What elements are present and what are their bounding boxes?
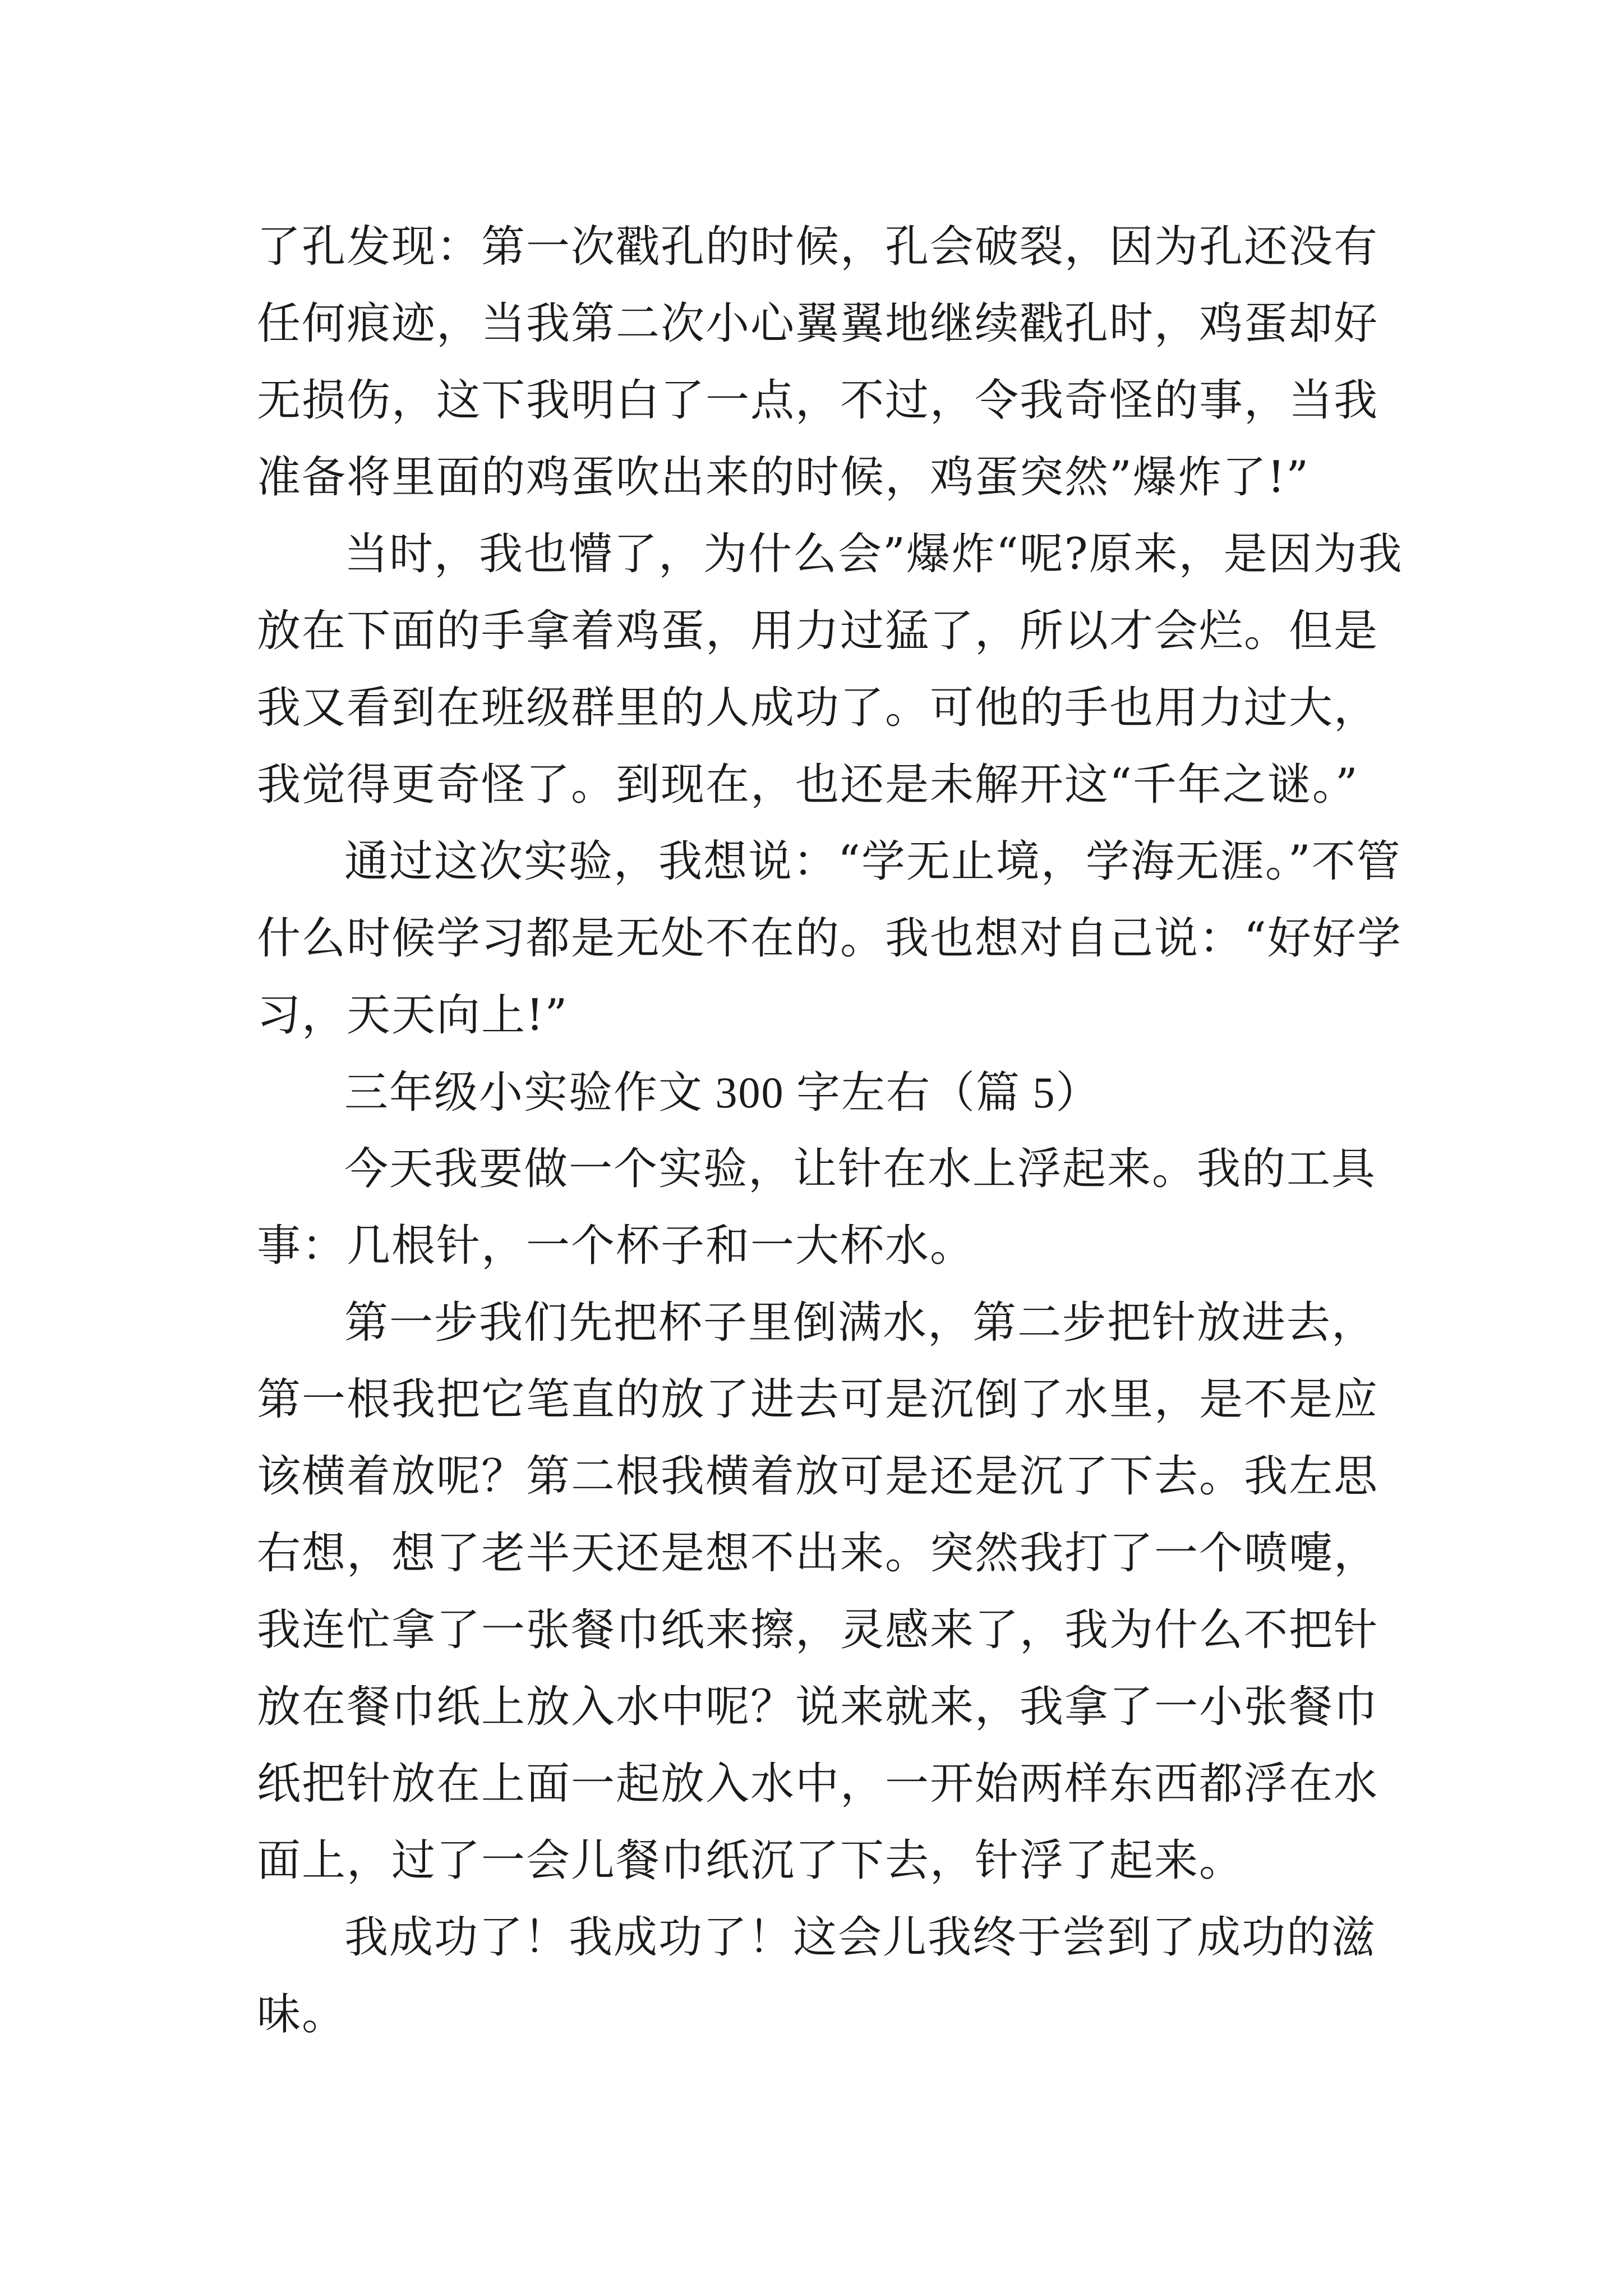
article-body [257,209,1412,2053]
paragraph-continuation: 了孔发现：第一次戳孔的时候，孔会破裂，因为孔还没有任何痕迹，当我第二次小心翼翼地继续戳孔时，鸡蛋却好无损伤，这下我明白了一点，不过，令我奇怪的事，当我准备将里面的鸡蛋吹出来的时候，鸡蛋突然”爆炸了!” [257,222,1379,503]
paragraph-body: 今天我要做一个实验，让针在水上浮起来。我的工具事：几根针，一个杯子和一大杯水。 [257,1144,1377,1271]
paragraph-body: 当时，我也懵了，为什么会”爆炸“呢?原来，是因为我放在下面的手拿着鸡蛋，用力过猛了，所以才会烂。但是我又看到在班级群里的人成功了。可他的手也用力过大，我觉得更奇怪了。到现在，也还是未解开这“千年之谜。” [257,529,1403,810]
paragraph-body: 我成功了！我成功了！这会儿我终于尝到了成功的滋味。 [257,1912,1377,2040]
section-heading: 三年级小实验作文 300 字左右（篇 5） [344,1068,1101,1117]
paragraph-body: 通过这次实验，我想说：“学无止境，学海无涯。”不管什么时候学习都是无处不在的。我也想对自己说：“好好学习，天天向上!” [257,836,1402,1041]
paragraph-body: 第一步我们先把杯子里倒满水，第二步把针放进去，第一根我把它笔直的放了进去可是沉倒了水里，是不是应该横着放呢？第二根我横着放可是还是沉了下去。我左思右想，想了老半天还是想不出来。突然我打了一个喷嚏，我连忙拿了一张餐巾纸来擦，灵感来了，我为什么不把针放在餐巾纸上放入水中呢？说来就来，我拿了一小张餐巾纸把针放在上面一起放入水中，一开始两样东西都浮在水面上，过了一会儿餐巾纸沉了下去，针浮了起来。 [257,1297,1379,1886]
